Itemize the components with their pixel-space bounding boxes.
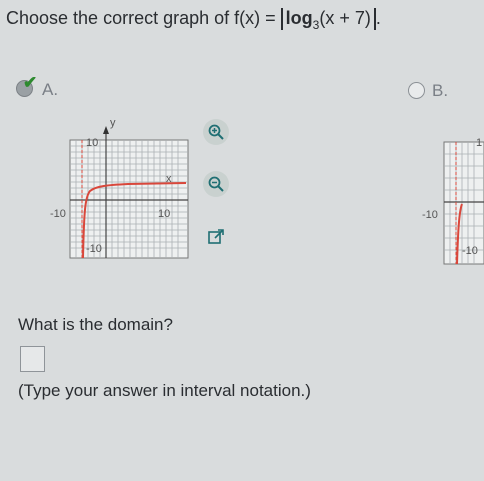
log-base: 3 xyxy=(312,18,320,32)
zoom-in-button[interactable] xyxy=(203,119,229,145)
graph-a-y-tick-bottom: -10 xyxy=(86,243,102,255)
graph-a-x-tick-right: 10 xyxy=(158,208,171,220)
choice-b-label[interactable]: B. xyxy=(432,81,449,100)
graph-b-y-tick-top: 1 xyxy=(476,137,483,149)
open-new-window-button[interactable] xyxy=(203,224,229,250)
graph-a-x-axis-label: x xyxy=(166,173,172,185)
log-argument: (x + 7) xyxy=(319,8,371,28)
domain-question: What is the domain? xyxy=(18,315,173,334)
zoom-in-icon xyxy=(207,123,225,141)
graph-b-x-tick-left: -10 xyxy=(422,209,438,221)
open-new-window-icon xyxy=(207,228,225,246)
question-suffix: . xyxy=(375,8,381,28)
graph-b-y-tick-bottom: -10 xyxy=(462,245,478,257)
function-name: f(x) = xyxy=(234,8,281,28)
graph-b[interactable] xyxy=(418,132,484,266)
graph-a-y-tick-top: 10 xyxy=(86,137,99,149)
zoom-out-icon xyxy=(207,175,225,193)
question-text xyxy=(6,8,381,30)
answer-hint: (Type your answer in interval notation.) xyxy=(18,381,311,400)
graph-a-x-tick-left: -10 xyxy=(50,208,66,220)
question-prefix: Choose the correct graph of xyxy=(6,8,235,28)
graph-a-y-axis-label: y xyxy=(110,117,116,129)
domain-answer-input[interactable] xyxy=(20,346,45,372)
log-text: log xyxy=(285,8,313,28)
graph-a[interactable] xyxy=(48,112,198,262)
correct-check-icon: ✔ xyxy=(23,73,38,92)
absolute-value-expression xyxy=(281,8,376,30)
choice-b-radio[interactable] xyxy=(408,82,425,99)
choice-a-label[interactable]: A. xyxy=(42,80,59,99)
zoom-out-button[interactable] xyxy=(203,171,229,197)
